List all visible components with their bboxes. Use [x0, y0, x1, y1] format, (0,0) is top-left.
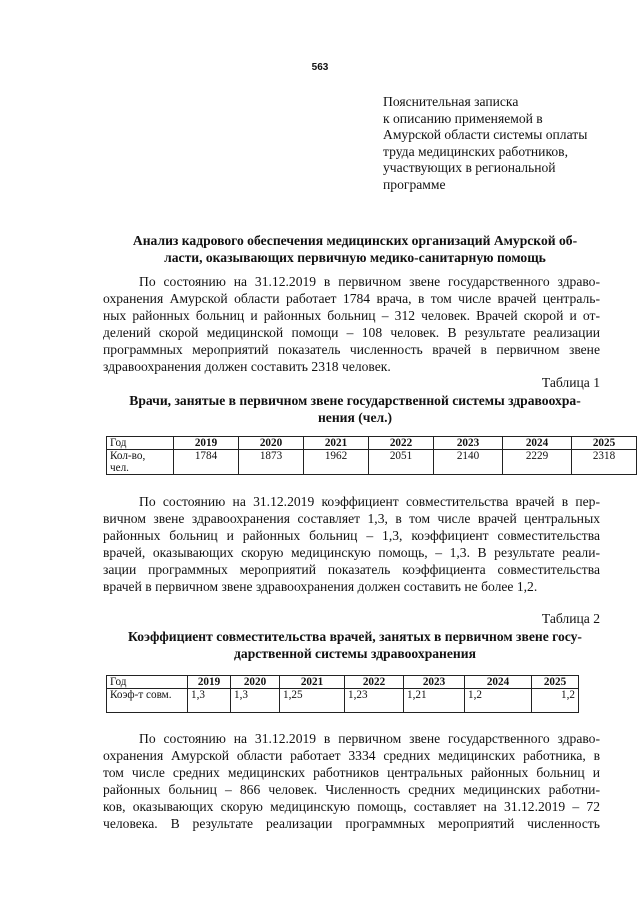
- table-cell: 1,3: [231, 689, 280, 713]
- table-row: [107, 450, 637, 475]
- table-row: [107, 689, 579, 713]
- table-cell: 1,21: [404, 689, 465, 713]
- table-header-cell: 2019: [188, 676, 231, 689]
- table1-title: [100, 392, 610, 426]
- note-line: труда медицинских работников,: [383, 143, 568, 159]
- note-line: Амурской области системы оплаты: [383, 127, 588, 142]
- table-header-cell: Год: [107, 676, 188, 689]
- table-header-cell: 2022: [345, 676, 404, 689]
- table-header-cell: 2023: [434, 437, 503, 450]
- table2-title-line: дарственной системы здравоохранения: [234, 646, 476, 661]
- table-cell: 1,25: [280, 689, 345, 713]
- paragraph-line: человека. В результате реализации программных мероприятий численность: [103, 816, 600, 831]
- paragraph-line: том числе средних медицинских работников центральных районных больниц и: [103, 765, 600, 780]
- note-line: программе: [383, 176, 446, 192]
- note-line: Пояснительная записка: [383, 94, 519, 109]
- table-cell: 2051: [369, 450, 434, 475]
- paragraph-line: охранения Амурской области работает 1784 врача, в том числе врачей централь-: [103, 291, 600, 306]
- table-cell: 1873: [239, 450, 304, 475]
- paragraph-line: По состоянию на 31.12.2019 коэффициент совместительства врачей в пер-: [139, 494, 600, 509]
- note-line: к описанию применяемой в: [383, 110, 543, 126]
- row-label-line: чел.: [110, 462, 129, 474]
- table-header-cell: Год: [107, 437, 174, 450]
- page-number: 563: [311, 62, 329, 73]
- table1-label: Таблица 1: [541, 375, 600, 390]
- table-cell: 2140: [434, 450, 503, 475]
- paragraph-nurses-count: [103, 730, 600, 832]
- table2-title: [100, 628, 610, 662]
- table-cell: 1,23: [345, 689, 404, 713]
- explanatory-note-header: [383, 94, 613, 193]
- paragraph-doctors-count: [103, 273, 600, 375]
- paragraph-line: зации программных мероприятий показатель коэффициента совместительства: [103, 562, 600, 577]
- table-cell: 1,2: [532, 689, 579, 713]
- paragraph-line: ков, оказывающих скорую медицинскую помощь, составляет на 31.12.2019 – 72: [103, 799, 600, 814]
- note-line: участвующих в региональной: [383, 160, 556, 175]
- paragraph-line: здравоохранения должен составить 2318 человек.: [103, 359, 391, 374]
- table-header-row: [107, 437, 637, 450]
- table-header-cell: 2023: [404, 676, 465, 689]
- table-header-cell: 2022: [369, 437, 434, 450]
- section-title-line: Анализ кадрового обеспечения медицинских организаций Амурской об-: [132, 233, 578, 248]
- paragraph-line: врачей в первичном звене здравоохранения должен составить не более 1,2.: [103, 579, 538, 594]
- paragraph-line: районных больниц и районных больниц – 1,3, коэффициент совместительства: [103, 528, 600, 543]
- paragraph-line: вичном звене здравоохранения составляет 1,3, в том числе врачей центральных: [103, 511, 600, 526]
- paragraph-line: делений скорой медицинской помощи – 108 человек. В результате реализации: [103, 325, 600, 340]
- paragraph-line: По состоянию на 31.12.2019 в первичном звене государственного здраво-: [139, 731, 600, 746]
- table-row-label: Коэф-т совм.: [107, 689, 188, 713]
- paragraph-combination-ratio: [103, 493, 600, 595]
- table1-title-line: нения (чел.): [317, 410, 393, 425]
- table-cell: 2229: [503, 450, 572, 475]
- table-header-cell: 2019: [174, 437, 239, 450]
- table-header-cell: 2020: [239, 437, 304, 450]
- table-header-cell: 2025: [572, 437, 637, 450]
- row-label-line: Кол-во,: [110, 450, 146, 462]
- table-header-cell: 2024: [503, 437, 572, 450]
- paragraph-line: районных больниц – 866 человек. Численность средних медицинских работни-: [103, 782, 600, 797]
- table-header-cell: 2024: [465, 676, 532, 689]
- table2-label: Таблица 2: [541, 611, 600, 626]
- table-header-cell: 2025: [532, 676, 579, 689]
- table1-title-line: Врачи, занятые в первичном звене государственной системы здравоохра-: [129, 393, 581, 408]
- paragraph-line: По состоянию на 31.12.2019 в первичном звене государственного здраво-: [139, 274, 600, 289]
- paragraph-line: охранения Амурской области работает 3334 средних медицинских работника, в: [103, 748, 600, 763]
- table-cell: 1,3: [188, 689, 231, 713]
- table-cell: 1962: [304, 450, 369, 475]
- table-header-cell: 2020: [231, 676, 280, 689]
- table-header-row: [107, 676, 579, 689]
- table-header-cell: 2021: [280, 676, 345, 689]
- table-header-cell: 2021: [304, 437, 369, 450]
- table-cell: 1,2: [465, 689, 532, 713]
- table1: [106, 436, 637, 475]
- paragraph-line: врачей, оказывающих скорую медицинскую помощь, – 1,3. В результате реали-: [103, 545, 600, 560]
- table-cell: 1784: [174, 450, 239, 475]
- table-row-label: [107, 450, 174, 475]
- table-cell: 2318: [572, 450, 637, 475]
- table2: [106, 675, 579, 713]
- paragraph-line: ных районных больниц и районных больниц – 312 человек. Врачей скорой и от-: [103, 308, 600, 323]
- section-title: [100, 232, 610, 266]
- section-title-line: ласти, оказывающих первичную медико-санитарную помощь: [164, 250, 546, 265]
- paragraph-line: программных мероприятий показатель численность врачей в первичном звене: [103, 342, 600, 357]
- table2-title-line: Коэффициент совместительства врачей, занятых в первичном звене госу-: [128, 629, 582, 644]
